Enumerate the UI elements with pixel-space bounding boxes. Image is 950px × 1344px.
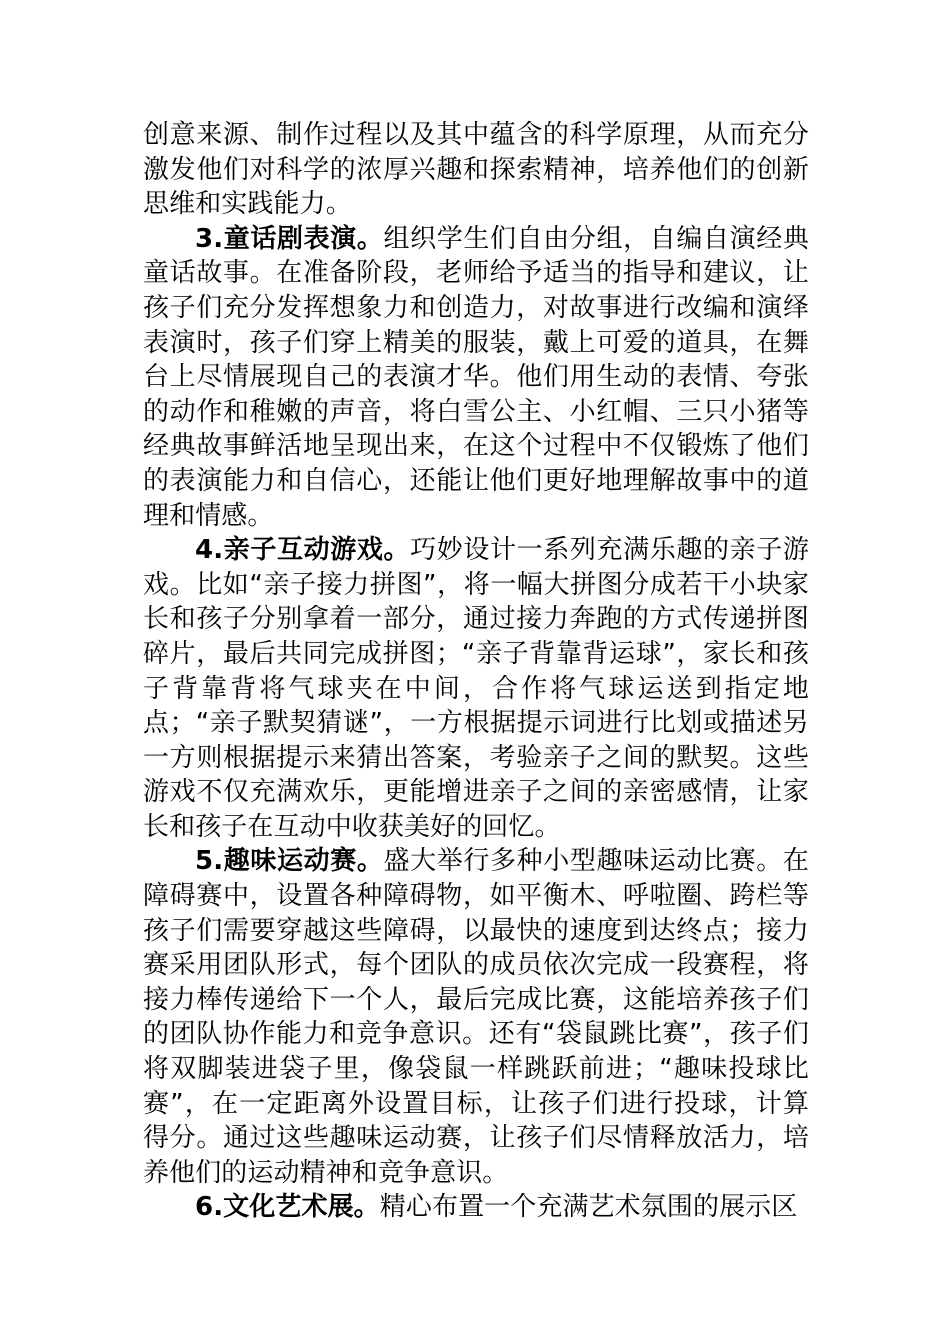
paragraph-heading: 4.亲子互动游戏。 bbox=[195, 535, 411, 566]
paragraph-text: 组织学生们自由分组，自编自演经典童话故事。在准备阶段，老师给予适当的指导和建议，让孩子们充分发挥想象力和创造力，对故事进行改编和演绎表演时，孩子们穿上精美的服装，戴上可爱的道具，在舞台上尽情展现自己的表演才华。他们用生动的表情、夸张的动作和稚嫩的声音，将白雪公主、小红帽、三只小猪等经典故事鲜活地呈现出来，在这个过程中不仅锻炼了他们的表演能力和自信心，还能让他们更好地理解故事中的道理和情感。 bbox=[143, 223, 809, 531]
paragraph-culture-art-exhibition bbox=[143, 1190, 809, 1225]
paragraph-continuation bbox=[143, 118, 809, 222]
paragraph-text: 精心布置一个充满艺术氛围的展示区 bbox=[379, 1192, 798, 1223]
paragraph-text: 巧妙设计一系列充满乐趣的亲子游戏。比如“亲子接力拼图”，将一幅大拼图分成若干小块家长和孩子分别拿着一部分，通过接力奔跑的方式传递拼图碎片，最后共同完成拼图；“亲子背靠背运球”，家长和孩子背靠背将气球夹在中间，合作将气球运送到指定地点；“亲子默契猜谜”，一方根据提示词进行比划或描述另一方则根据提示来猜出答案，考验亲子之间的默契。这些游戏不仅充满欢乐，更能增进亲子之间的亲密感情，让家长和孩子在互动中收获美好的回忆。 bbox=[143, 535, 809, 842]
paragraph-text: 创意来源、制作过程以及其中蕴含的科学原理，从而充分激发他们对科学的浓厚兴趣和探索精神，培养他们的创新思维和实践能力。 bbox=[143, 120, 809, 220]
paragraph-fairy-tale-drama bbox=[143, 222, 809, 533]
paragraph-heading: 5.趣味运动赛。 bbox=[195, 846, 384, 877]
paragraph-parent-child-games bbox=[143, 533, 809, 844]
paragraph-heading: 3.童话剧表演。 bbox=[195, 223, 384, 254]
paragraph-text: 盛大举行多种小型趣味运动比赛。在障碍赛中，设置各种障碍物，如平衡木、呼啦圈、跨栏等孩子们需要穿越这些障碍，以最快的速度到达终点；接力赛采用团队形式，每个团队的成员依次完成一段赛程，将接力棒传递给下一个人，最后完成比赛，这能培养孩子们的团队协作能力和竞争意识。还有“袋鼠跳比赛”，孩子们将双脚装进袋子里，像袋鼠一样跳跃前进；“趣味投球比赛”，在一定距离外设置目标，让孩子们进行投球，计算得分。通过这些趣味运动赛，让孩子们尽情释放活力，培养他们的运动精神和竞争意识。 bbox=[143, 846, 809, 1188]
paragraph-heading: 6.文化艺术展。 bbox=[195, 1192, 380, 1223]
paragraph-fun-sports bbox=[143, 844, 809, 1190]
document-page bbox=[143, 118, 809, 1225]
